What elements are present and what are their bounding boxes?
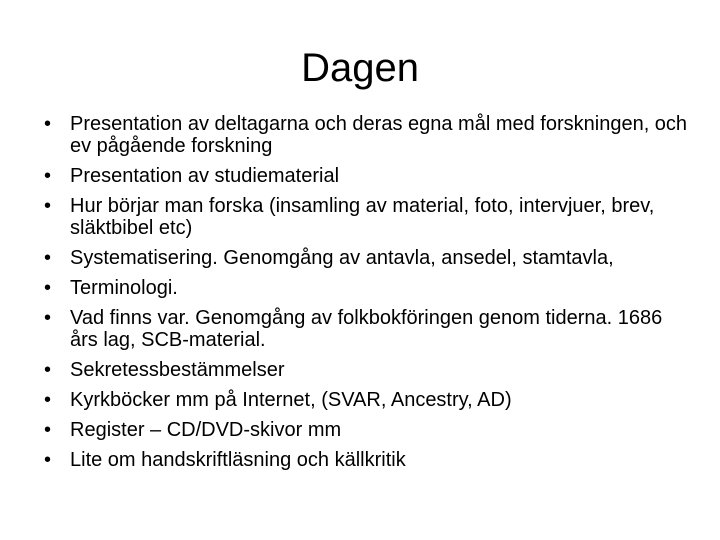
bullet-icon: • — [44, 307, 52, 329]
list-item — [44, 195, 694, 239]
list-item — [44, 307, 694, 351]
list-item — [44, 277, 694, 299]
bullet-icon: • — [44, 113, 52, 135]
bullet-icon: • — [44, 277, 52, 299]
bullet-icon: • — [44, 247, 52, 269]
bullet-icon: • — [44, 419, 52, 441]
list-item — [44, 449, 694, 471]
bullet-icon: • — [44, 165, 52, 187]
list-item-text: Terminologi. — [70, 277, 178, 299]
list-item-text: Presentation av studiematerial — [70, 165, 340, 187]
list-item — [44, 419, 694, 441]
list-item — [44, 165, 694, 187]
list-item-text: Vad finns var. Genomgång av folkbokföringen genom tiderna. 1686 års lag, SCB-material. — [70, 307, 663, 351]
list-item — [44, 389, 694, 411]
bullet-icon: • — [44, 449, 52, 471]
list-item-text: Register – CD/DVD-skivor mm — [70, 419, 342, 441]
list-item — [44, 247, 694, 269]
list-item-text: Kyrkböcker mm på Internet, (SVAR, Ancestry, AD) — [70, 389, 512, 411]
bullet-icon: • — [44, 359, 52, 381]
list-item-text: Sekretessbestämmelser — [70, 359, 285, 381]
bullet-icon: • — [44, 389, 52, 411]
list-item — [44, 359, 694, 381]
bullet-list — [44, 113, 694, 479]
list-item-text: Systematisering. Genomgång av antavla, ansedel, stamtavla, — [70, 247, 614, 269]
list-item-text: Lite om handskriftläsning och källkritik — [70, 449, 406, 471]
bullet-icon: • — [44, 195, 52, 217]
list-item — [44, 113, 694, 157]
list-item-text: Presentation av deltagarna och deras egna mål med forskningen, och ev pågående forskning — [70, 113, 688, 157]
list-item-text: Hur börjar man forska (insamling av material, foto, intervjuer, brev, släktbibel etc) — [70, 195, 655, 239]
slide-title: Dagen — [301, 46, 419, 90]
